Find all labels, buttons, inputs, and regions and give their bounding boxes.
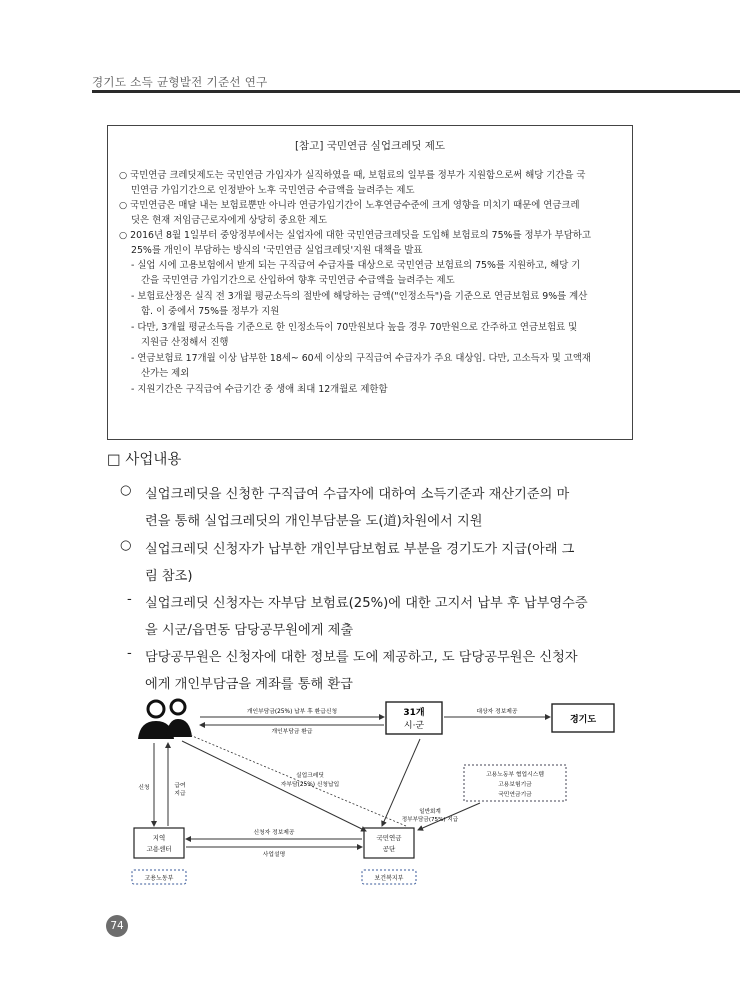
dash-bullet: -	[127, 592, 132, 607]
box-line: - 보험료산정은 실직 전 3개월 평균소득의 절반에 해당하는 금액("인정소득")을 기준으로 연금보험료 9%를 계산	[131, 291, 588, 302]
sigun-nps-arrow	[382, 739, 420, 826]
refund-request-label: 개인부담금(25%) 납부 후 환급신청	[246, 709, 338, 715]
ministry-welfare-label: 보건복지부	[374, 875, 404, 882]
box-line: 딧은 현재 저임금근로자에게 상당히 중요한 제도	[131, 215, 328, 226]
page-number: 74	[106, 915, 128, 937]
circle-bullet: ○	[120, 483, 132, 498]
nps-label-1: 국민연금	[376, 834, 402, 842]
running-header: 경기도 소득 균형발전 기준선 연구	[92, 75, 268, 89]
gyeonggi-label: 경기도	[569, 715, 597, 725]
body-line: 련을 통해 실업크레딧의 개인부담분을 도(道)차원에서 지원	[145, 514, 483, 529]
credit-label-2: 자부담(25%) 신청납입	[280, 782, 340, 788]
sigun-label-1: 31개	[403, 708, 425, 718]
box-line: ○ 국민연금 크레딧제도는 국민연금 가입자가 실직하였을 때, 보험료의 일부를 정부가 지원함으로써 해당 기간을 국	[119, 170, 586, 181]
header-rule	[92, 90, 740, 93]
box-line: - 실업 시에 고용보험에서 받게 되는 구직급여 수급자를 대상으로 국민연금 보험료의 75%를 지원하고, 해당 기	[131, 260, 581, 271]
box-line: - 연금보험료 17개월 이상 납부한 18세~ 60세 이상의 구직급여 수급자가 주요 대상임. 다만, 고소득자 및 고액재	[131, 353, 591, 364]
sigun-label-2: 시·군	[403, 721, 425, 731]
dash-bullet: -	[127, 646, 132, 661]
box-line: 25%를 개인이 부담하는 방식의 '국민연금 실업크레딧'지원 대책을 발표	[131, 245, 423, 256]
applicant-people-icon	[138, 700, 192, 739]
related-funds-line-3: 국민연금기금	[498, 792, 532, 798]
pay-label-2: 지급	[174, 791, 186, 797]
box-line: 산가는 제외	[141, 368, 190, 379]
box-line: ○ 2016년 8월 1일부터 중앙정부에서는 실업자에 대한 국민연금크레딧을 도입해 보험료의 75%를 정부가 부담하고	[119, 230, 591, 241]
box-line: 간을 국민연금 가입기간으로 산입하여 향후 국민연금 수급액을 늘려주는 제도	[141, 275, 455, 286]
body-line: 에게 개인부담금을 계좌를 통해 환급	[145, 677, 353, 692]
notice-label: 사업설명	[262, 852, 286, 858]
reference-box	[107, 125, 633, 440]
related-funds-line-2: 고용보험기금	[498, 782, 532, 788]
body-line: 실업크레딧 신청자가 납부한 개인부담보험료 부분을 경기도가 지급(아래 그	[145, 542, 575, 557]
box-line: 지원금 산정해서 진행	[141, 337, 229, 348]
credit-dashed-line	[190, 735, 406, 826]
reference-box-title: [참고] 국민연금 실업크레딧 제도	[294, 140, 446, 152]
box-line: 민연금 가입기간으로 인정받아 노후 국민연금 수급액을 늘려주는 제도	[131, 185, 415, 196]
support-label-2: 정부부담금(75%) 지급	[401, 817, 459, 823]
apply-label: 신청	[138, 785, 150, 791]
nps-box	[364, 828, 414, 858]
box-line: 함. 이 중에서 75%를 정부가 지원	[141, 306, 280, 317]
job-center-label-1: 지역	[152, 834, 166, 842]
section-title: □ 사업내용	[107, 452, 182, 468]
info-provide-label: 대상자 정보제공	[476, 709, 518, 715]
credit-label-1: 실업크레딧	[296, 773, 324, 779]
body-line: 실업크레딧 신청자는 자부담 보험료(25%)에 대한 고지서 납부 후 납부영수증	[145, 596, 588, 611]
job-center-box	[134, 828, 184, 858]
job-center-label-2: 고용센터	[146, 845, 172, 853]
body-line: 실업크레딧을 신청한 구직급여 수급자에 대하여 소득기준과 재산기준의 마	[145, 487, 570, 502]
process-diagram	[120, 695, 640, 895]
support-label-1: 일반회계	[419, 809, 441, 815]
body-line: 림 참조)	[145, 569, 193, 584]
circle-bullet: ○	[120, 538, 132, 553]
share-label: 신청자 정보제공	[253, 830, 295, 836]
pay-label-1: 급여	[174, 783, 186, 789]
box-line: - 다만, 3개월 평균소득을 기준으로 한 인정소득이 70만원보다 높을 경우 70만원으로 간주하고 연금보험료 및	[131, 322, 578, 333]
box-line: ○ 국민연금은 매달 내는 보험료뿐만 아니라 연금가입기간이 노후연금수준에 크게 영향을 미치기 때문에 연금크레	[119, 200, 580, 211]
refund-label: 개인부담금 환급	[271, 729, 313, 735]
body-line: 담당공무원은 신청자에 대한 정보를 도에 제공하고, 도 담당공무원은 신청자	[145, 650, 578, 665]
related-funds-line-1: 고용노동부 협업시스템	[486, 772, 544, 778]
box-line: - 지원기간은 구직급여 수급기간 중 생애 최대 12개월로 제한함	[131, 384, 388, 395]
nps-label-2: 공단	[382, 845, 396, 853]
body-line: 을 시군/읍면동 담당공무원에게 제출	[145, 623, 354, 638]
ministry-labor-label: 고용노동부	[144, 875, 174, 882]
